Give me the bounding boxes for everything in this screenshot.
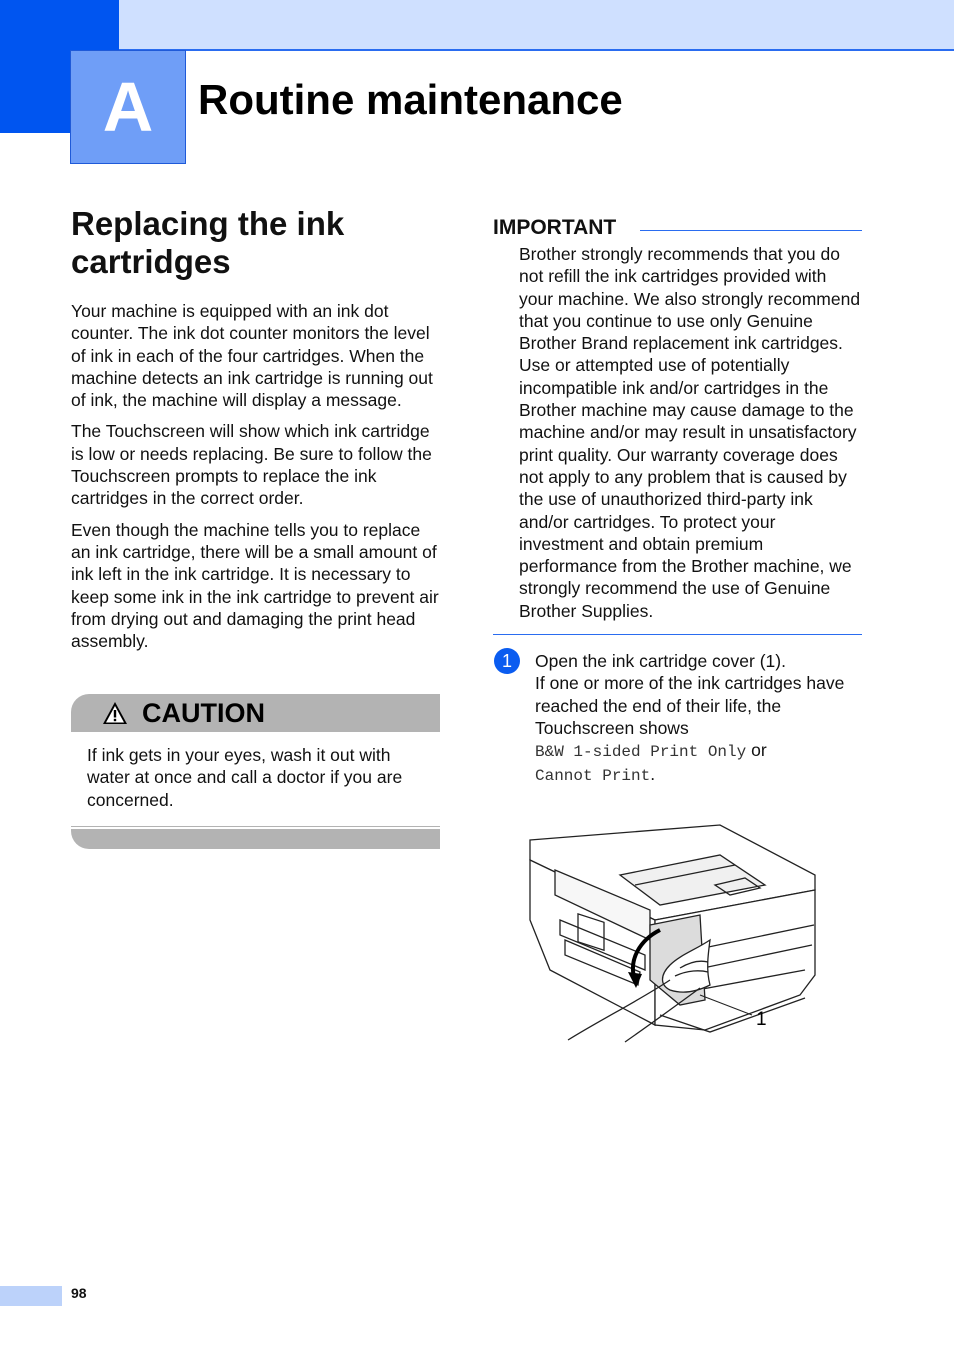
body-paragraph: The Touchscreen will show which ink cartridge is low or needs replacing. Be sure to follow the Touchscreen prompts to replace the ink cartridges in the correct order. <box>71 421 432 509</box>
important-label: IMPORTANT <box>493 216 617 239</box>
step-messages <box>535 739 865 763</box>
touchscreen-message-bw: B&W 1-sided Print Only <box>535 743 747 762</box>
caution-label: CAUTION <box>142 697 265 728</box>
section-heading: Replacing the ink cartridges <box>71 205 345 280</box>
caution-divider <box>71 826 440 827</box>
step-instructions <box>535 650 865 788</box>
body-paragraph: Even though the machine tells you to replace an ink cartridge, there will be a small amount of ink left in the ink cartridge. It is necessary to keep some ink in the ink cartridge to prevent air from drying out and damaging the print head assembly. <box>71 519 439 652</box>
touchscreen-message-cannot-print: Cannot Print <box>535 767 651 786</box>
chapter-title: Routine maintenance <box>198 76 623 123</box>
warning-triangle-icon <box>102 701 128 725</box>
body-paragraph: Your machine is equipped with an ink dot counter. The ink dot counter monitors the level of ink in each of the four cartridges. When the machine detects an ink cartridge is running out of ink, the machine will display a message. <box>71 301 433 411</box>
caution-banner <box>71 694 440 732</box>
important-text: Brother strongly recommends that you do not refill the ink cartridges provided with your machine. We also strongly recommend that you continue to use only Genuine Brother Brand replacement ink cartridges. Use or attempted use of potentially incompatible ink and/or cartridges in the Brother machine may cause damage to the machine and/or may result in unsatisfactory print quality. Our warranty coverage does not apply to any problem that is caused by the use of unauthorized third-party ink and/or cartridges. To protect your investment and obtain premium performance from the Brother machine, we strongly recommend the use of Genuine Brother Supplies. <box>519 244 861 621</box>
step-line-2: If one or more of the ink cartridges have reached the end of their life, the Touchscreen shows <box>535 673 845 738</box>
step-line-1: Open the ink cartridge cover (1). <box>535 651 786 671</box>
chapter-letter-box <box>70 50 186 164</box>
important-header-rule <box>640 230 862 231</box>
header-band-line <box>119 49 954 51</box>
page-number: 98 <box>71 1285 87 1301</box>
step-number-badge <box>494 648 520 674</box>
chapter-letter: A <box>102 68 154 146</box>
step-period: . <box>650 764 656 785</box>
body-text <box>71 300 441 661</box>
caution-text: If ink gets in your eyes, wash it out with water at once and call a doctor if you are concerned. <box>87 745 403 810</box>
callout-label: 1 <box>756 1009 767 1030</box>
step-connector: or <box>746 740 767 761</box>
page-number-tab <box>0 1286 62 1306</box>
header-band <box>0 0 954 50</box>
caution-footer-bar <box>71 829 440 849</box>
important-divider <box>493 634 862 635</box>
printer-cover-illustration <box>520 800 830 1045</box>
step-number: 1 <box>501 650 512 671</box>
